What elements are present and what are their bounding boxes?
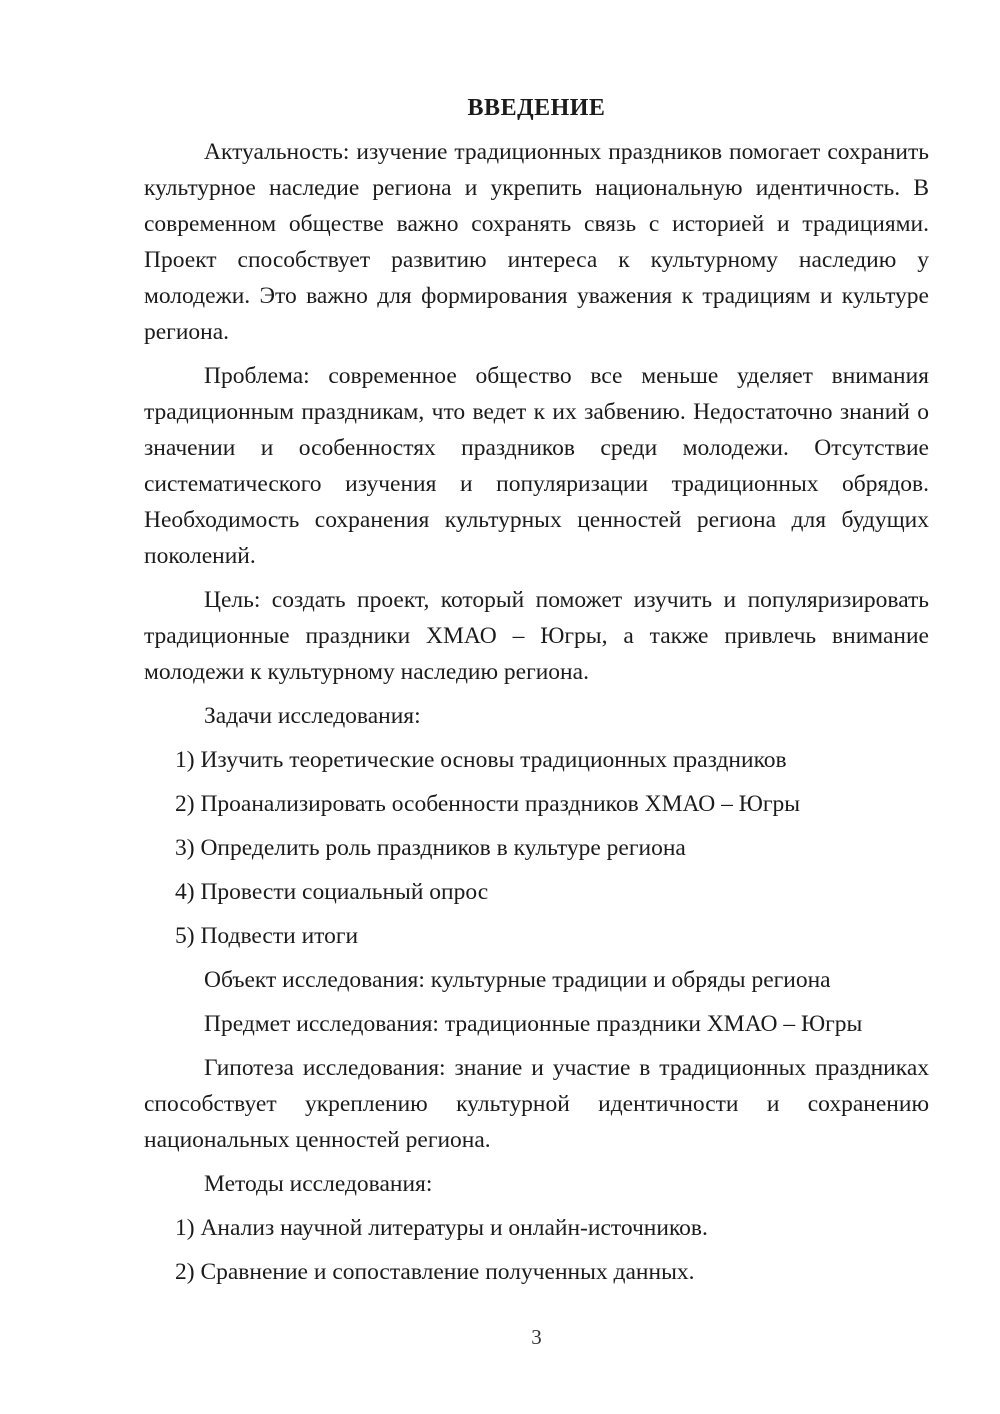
- task-item-1: 1) Изучить теоретические основы традиционных праздников: [175, 747, 787, 773]
- page-number: 3: [531, 1325, 542, 1349]
- methods-label: Методы исследования:: [204, 1171, 433, 1197]
- paragraph-problem: Проблема: современное общество все меньше уделяет внимания традиционным праздникам, что ведет к их забвению. Недостаточно знаний о значении и особенностях праздников среди молодежи. Отсутствие систематического изучения и популяризации традиционных обрядов. Необходимость сохранения культурных ценностей региона для будущих поколений.: [144, 363, 929, 569]
- paragraph-subject: Предмет исследования: традиционные праздники ХМАО – Югры: [204, 1011, 863, 1037]
- method-item-2: 2) Сравнение и сопоставление полученных данных.: [175, 1259, 695, 1285]
- paragraph-object: Объект исследования: культурные традиции и обряды региона: [204, 967, 831, 993]
- tasks-label: Задачи исследования:: [204, 703, 421, 729]
- task-item-3: 3) Определить роль праздников в культуре региона: [175, 835, 686, 861]
- task-item-5: 5) Подвести итоги: [175, 923, 359, 949]
- paragraph-goal: Цель: создать проект, который поможет изучить и популяризировать традиционные праздники ХМАО – Югры, а также привлечь внимание молодежи к культурному наследию региона.: [144, 587, 929, 685]
- document-content: [144, 90, 929, 1298]
- task-item-4: 4) Провести социальный опрос: [175, 879, 489, 905]
- method-item-1: 1) Анализ научной литературы и онлайн-источников.: [175, 1215, 708, 1241]
- paragraph-relevance: Актуальность: изучение традиционных праздников помогает сохранить культурное наследие региона и укрепить национальную идентичность. В современном обществе важно сохранять связь с историей и традициями. Проект способствует развитию интереса к культурному наследию у молодежи. Это важно для формирования уважения к традициям и культуре региона.: [144, 139, 929, 345]
- paragraph-hypothesis: Гипотеза исследования: знание и участие в традиционных праздниках способствует укреплению культурной идентичности и сохранению национальных ценностей региона.: [144, 1055, 929, 1153]
- task-item-2: 2) Проанализировать особенности праздников ХМАО – Югры: [175, 791, 801, 817]
- page-title: ВВЕДЕНИЕ: [467, 95, 606, 121]
